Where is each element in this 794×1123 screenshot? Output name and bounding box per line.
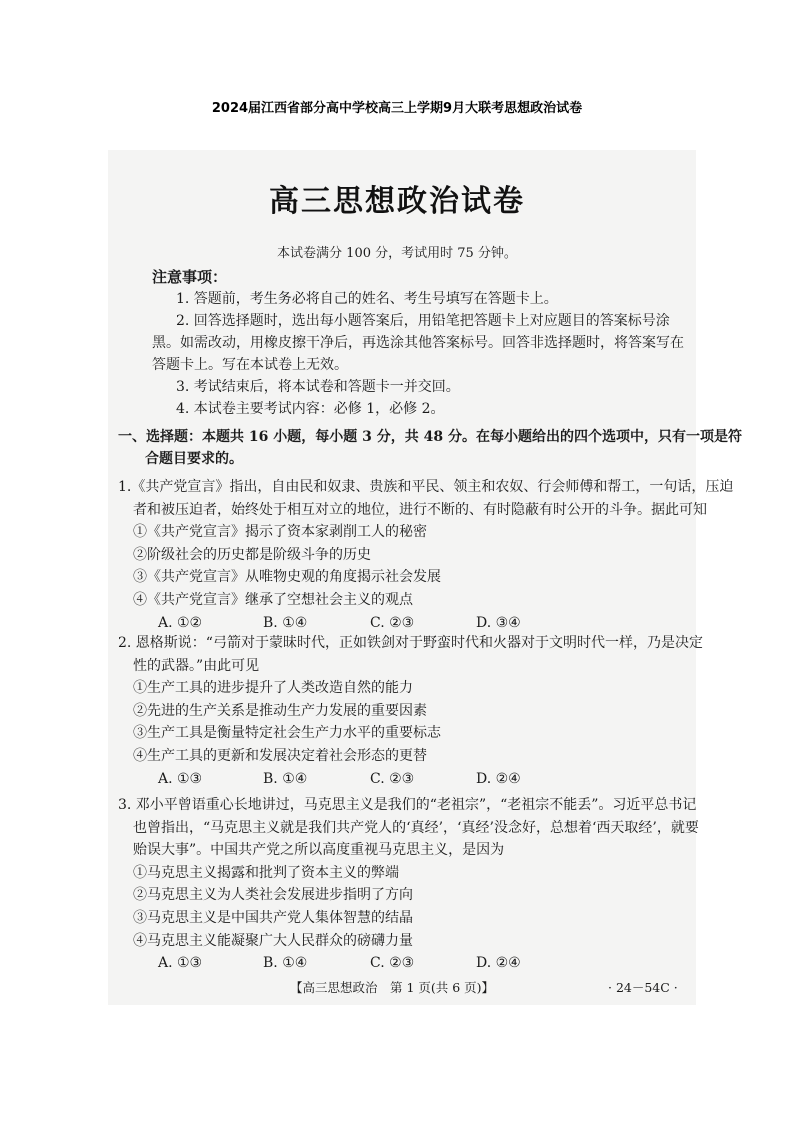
question-stem: 贻误大事”。中国共产党之所以高度重视马克思主义，是因为 — [133, 842, 505, 859]
answer-choice: D. ②④ — [476, 770, 521, 787]
answer-choice: B. ①④ — [263, 614, 308, 631]
notes-line: 2. 回答选择题时，选出每小题答案后，用铅笔把答题卡上对应题目的答案标号涂 — [176, 313, 670, 329]
statement-item: ③生产工具是衡量特定社会生产力水平的重要标志 — [133, 725, 441, 742]
question-stem: 也曾指出，“马克思主义就是我们共产党人的‘真经’，‘真经’没念好，总想着‘西天取经’，就要 — [133, 819, 699, 836]
notes-line: 答题卡上。写在本试卷上无效。 — [152, 357, 348, 373]
answer-choice: C. ②③ — [370, 955, 415, 972]
notes-line: 4. 本试卷主要考试内容：必修 1，必修 2。 — [176, 401, 445, 417]
answer-choice: A. ①③ — [158, 770, 203, 787]
document-title: 2024届江西省部分高中学校高三上学期9月大联考思想政治试卷 — [211, 101, 583, 116]
notes-line: 黑。如需改动，用橡皮擦干净后，再选涂其他答案标号。回答非选择题时，将答案写在 — [152, 335, 684, 351]
question-stem: 2. 恩格斯说：“弓箭对于蒙昧时代，正如铁剑对于野蛮时代和火器对于文明时代一样，乃是决定 — [118, 635, 703, 651]
statement-item: ①生产工具的进步提升了人类改造自然的能力 — [133, 680, 413, 697]
answer-choice: C. ②③ — [370, 614, 415, 631]
answer-choice: B. ①④ — [263, 770, 308, 787]
statement-item: ①马克思主义揭露和批判了资本主义的弊端 — [133, 864, 399, 881]
section-heading: 一、选择题：本题共 16 小题，每小题 3 分，共 48 分。在每小题给出的四个选项中，只有一项是符 — [118, 429, 742, 445]
answer-choice: B. ①④ — [263, 955, 308, 972]
answer-choice: D. ②④ — [476, 955, 521, 972]
answer-choice: D. ③④ — [476, 614, 521, 631]
footer-code: · 24－54C · — [608, 980, 678, 995]
question-stem: 1.《共产党宣言》指出，自由民和奴隶、贵族和平民、领主和农奴、行会师傅和帮工，一句话，压迫 — [118, 479, 734, 495]
question-stem: 3. 邓小平曾语重心长地讲过，马克思主义是我们的“老祖宗”，“老祖宗不能丢”。习近平总书记 — [118, 797, 697, 813]
statement-item: ②先进的生产关系是推动生产力发展的重要因素 — [133, 702, 427, 719]
answer-choice: C. ②③ — [370, 770, 415, 787]
statement-item: ④生产工具的更新和发展决定着社会形态的更替 — [133, 748, 427, 764]
statement-item: ①《共产党宣言》揭示了资本家剥削工人的秘密 — [133, 524, 427, 541]
statement-item: ④马克思主义能凝聚广大人民群众的磅礴力量 — [133, 932, 413, 949]
notes-line: 3. 考试结束后，将本试卷和答题卡一并交回。 — [176, 379, 460, 395]
statement-item: ④《共产党宣言》继承了空想社会主义的观点 — [133, 592, 413, 608]
answer-choice: A. ①③ — [158, 955, 203, 972]
statement-item: ②马克思主义为人类社会发展进步指明了方向 — [133, 887, 413, 904]
statement-item: ③《共产党宣言》从唯物史观的角度揭示社会发展 — [133, 569, 441, 586]
footer-page-number: 【高三思想政治 第 1 页(共 6 页)】 — [290, 980, 495, 995]
exam-title: 高三思想政治试卷 — [269, 184, 525, 219]
section-heading: 合题目要求的。 — [145, 451, 243, 467]
notes-heading: 注意事项： — [152, 268, 228, 286]
exam-info: 本试卷满分 100 分，考试用时 75 分钟。 — [277, 246, 517, 261]
question-stem: 者和被压迫者，始终处于相互对立的地位，进行不断的、有时隐蔽有时公开的斗争。据此可知 — [133, 501, 707, 518]
question-stem: 性的武器。”由此可见 — [133, 657, 260, 674]
notes-line: 1. 答题前，考生务必将自己的姓名、考生号填写在答题卡上。 — [176, 291, 558, 307]
statement-item: ③马克思主义是中国共产党人集体智慧的结晶 — [133, 910, 413, 926]
answer-choice: A. ①② — [158, 614, 203, 631]
statement-item: ②阶级社会的历史都是阶级斗争的历史 — [133, 546, 371, 563]
